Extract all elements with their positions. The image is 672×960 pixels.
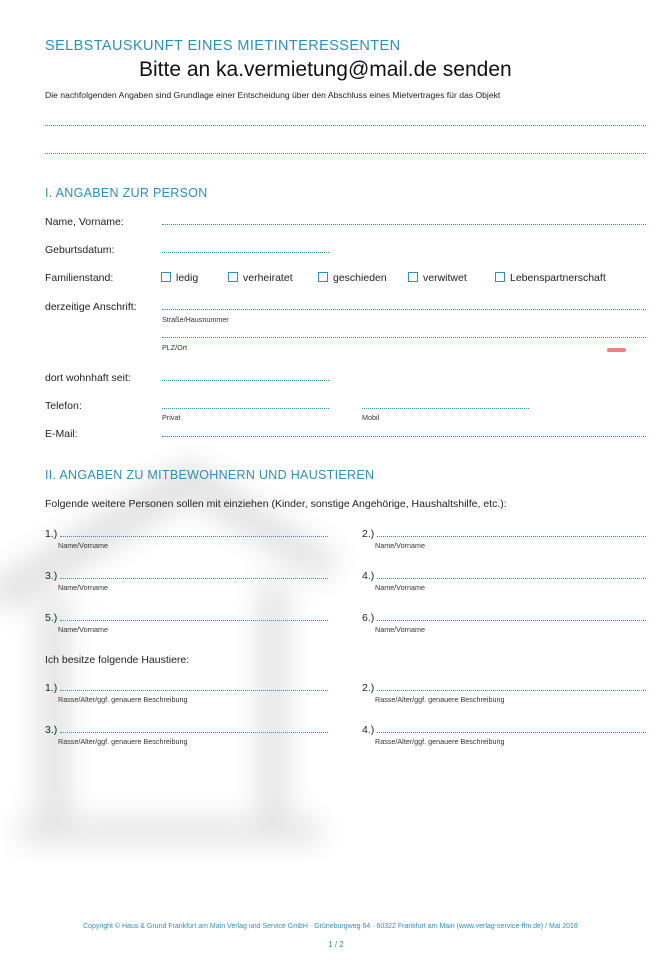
checkbox-icon xyxy=(318,272,328,282)
pet-caption: Rasse/Alter/ggf. genauere Beschreibung xyxy=(375,737,505,746)
person-number: 5.) xyxy=(45,612,58,624)
family-option-widowed[interactable]: verwitwet xyxy=(408,272,467,284)
checkbox-icon xyxy=(161,272,171,282)
person-number: 3.) xyxy=(45,570,58,582)
pet-caption: Rasse/Alter/ggf. genauere Beschreibung xyxy=(58,695,188,704)
pet-field-4[interactable] xyxy=(377,732,646,733)
person-number: 6.) xyxy=(362,612,375,624)
birth-label: Geburtsdatum: xyxy=(45,244,115,256)
family-label: Familienstand: xyxy=(45,272,114,284)
email-field[interactable] xyxy=(162,436,646,437)
person-field-6[interactable] xyxy=(377,620,646,621)
persons-intro: Folgende weitere Personen sollen mit einziehen (Kinder, sonstige Angehörige, Haushaltshilfe, etc.): xyxy=(45,498,507,510)
person-caption: Name/Vorname xyxy=(58,541,108,550)
person-field-4[interactable] xyxy=(377,578,646,579)
phone-mobile-caption: Mobil xyxy=(362,413,380,422)
street-field[interactable] xyxy=(162,309,646,310)
pet-field-2[interactable] xyxy=(377,690,646,691)
section-1-heading: I. ANGABEN ZUR PERSON xyxy=(45,186,208,200)
birth-field[interactable] xyxy=(162,252,329,253)
phone-mobile-field[interactable] xyxy=(362,408,529,409)
pet-field-3[interactable] xyxy=(60,732,328,733)
footer-copyright: Copyright © Haus & Grund Frankfurt am Main Verlag und Service GmbH · Grüneburgweg 64 · 60322 Frankfurt am Main (www.verlag-service-ffm.de) / Mai 2018 xyxy=(83,923,578,930)
checkbox-icon xyxy=(495,272,505,282)
pet-number: 1.) xyxy=(45,682,58,694)
person-number: 2.) xyxy=(362,528,375,540)
since-label: dort wohnhaft seit: xyxy=(45,372,131,384)
city-field[interactable] xyxy=(162,337,646,338)
checkbox-icon xyxy=(228,272,238,282)
person-caption: Name/Vorname xyxy=(375,625,425,634)
phone-private-caption: Privat xyxy=(162,413,181,422)
person-field-1[interactable] xyxy=(60,536,328,537)
phone-label: Telefon: xyxy=(45,400,82,412)
section-2-heading: II. ANGABEN ZU MITBEWOHNERN UND HAUSTIEREN xyxy=(45,468,375,482)
family-option-single[interactable]: ledig xyxy=(161,272,198,284)
person-number: 1.) xyxy=(45,528,58,540)
street-caption: Straße/Hausnummer xyxy=(162,315,229,324)
person-number: 4.) xyxy=(362,570,375,582)
red-pen-mark xyxy=(607,348,626,352)
name-label: Name, Vorname: xyxy=(45,216,124,228)
family-option-married[interactable]: verheiratet xyxy=(228,272,293,284)
family-option-partnership[interactable]: Lebenspartnerschaft xyxy=(495,272,606,284)
object-line-2[interactable] xyxy=(45,153,646,154)
family-option-divorced[interactable]: geschieden xyxy=(318,272,387,284)
person-caption: Name/Vorname xyxy=(375,541,425,550)
pet-number: 2.) xyxy=(362,682,375,694)
email-instruction: Bitte an ka.vermietung@mail.de senden xyxy=(139,58,512,81)
pet-caption: Rasse/Alter/ggf. genauere Beschreibung xyxy=(375,695,505,704)
person-caption: Name/Vorname xyxy=(58,625,108,634)
person-field-5[interactable] xyxy=(60,620,328,621)
checkbox-icon xyxy=(408,272,418,282)
pet-number: 4.) xyxy=(362,724,375,736)
name-field[interactable] xyxy=(162,224,646,225)
intro-text: Die nachfolgenden Angaben sind Grundlage einer Entscheidung über den Abschluss eines Mietvertrages für das Objekt xyxy=(45,90,501,100)
phone-private-field[interactable] xyxy=(162,408,329,409)
email-label: E-Mail: xyxy=(45,428,78,440)
pet-field-1[interactable] xyxy=(60,690,328,691)
object-line-1[interactable] xyxy=(45,125,646,126)
page-number: 1 / 2 xyxy=(328,940,344,949)
person-field-3[interactable] xyxy=(60,578,328,579)
since-field[interactable] xyxy=(162,380,329,381)
form-title: SELBSTAUSKUNFT EINES MIETINTERESSENTEN xyxy=(45,38,401,54)
person-field-2[interactable] xyxy=(377,536,646,537)
person-caption: Name/Vorname xyxy=(58,583,108,592)
pet-caption: Rasse/Alter/ggf. genauere Beschreibung xyxy=(58,737,188,746)
pets-intro: Ich besitze folgende Haustiere: xyxy=(45,654,190,666)
pet-number: 3.) xyxy=(45,724,58,736)
city-caption: PLZ/Ort xyxy=(162,343,188,352)
person-caption: Name/Vorname xyxy=(375,583,425,592)
address-label: derzeitige Anschrift: xyxy=(45,301,137,313)
